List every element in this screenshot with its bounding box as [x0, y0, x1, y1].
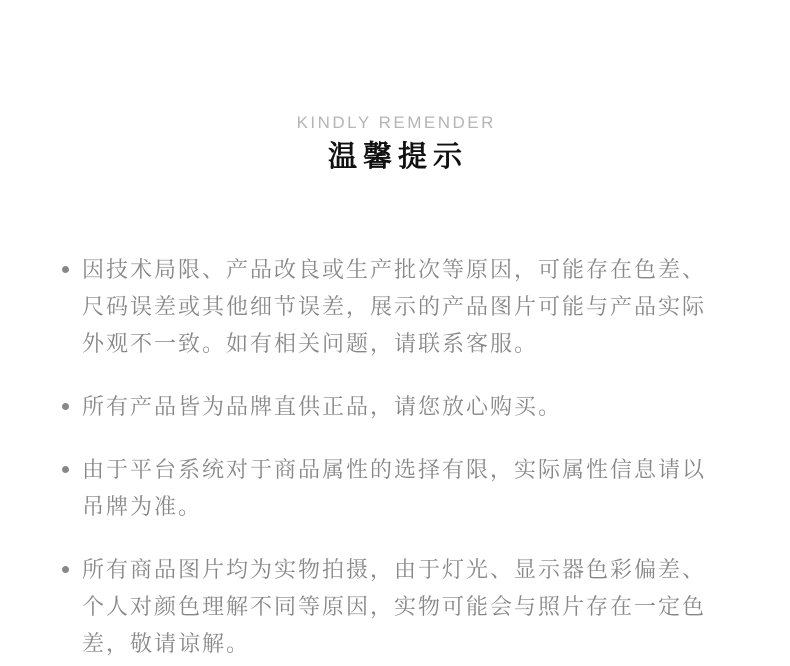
page-header	[0, 112, 790, 173]
notice-line: 因技术局限、产品改良或生产批次等原因，可能存在色差、	[82, 257, 707, 282]
page-title: 温馨提示	[327, 141, 468, 173]
notice-line: 所有商品图片均为实物拍摄，由于灯光、显示器色彩偏差、	[82, 557, 707, 582]
notice-text	[82, 451, 706, 525]
notice-text	[82, 551, 706, 662]
notice-list	[0, 251, 790, 662]
notice-line: 个人对颜色理解不同等原因，实物可能会与照片存在一定色	[82, 594, 707, 619]
notice-line: 吊牌为准。	[82, 494, 203, 519]
notice-line: 由于平台系统对于商品属性的选择有限，实际属性信息请以	[82, 457, 707, 482]
bullet-icon	[62, 266, 69, 273]
notice-line: 所有产品皆为品牌直供正品，请您放心购买。	[82, 394, 563, 419]
notice-item	[62, 451, 740, 525]
notice-line: 尺码误差或其他细节误差，展示的产品图片可能与产品实际	[82, 294, 707, 319]
notice-text	[82, 251, 706, 362]
notice-item	[62, 251, 740, 362]
notice-item	[62, 551, 740, 662]
notice-text	[82, 388, 562, 425]
bullet-icon	[62, 466, 69, 473]
notice-line: 外观不一致。如有相关问题，请联系客服。	[82, 331, 539, 356]
bullet-icon	[62, 403, 69, 410]
notice-item	[62, 388, 740, 425]
notice-line: 差，敬请谅解。	[82, 631, 251, 656]
subtitle-english: KINDLY REMENDER	[296, 113, 496, 132]
bullet-icon	[62, 566, 69, 573]
